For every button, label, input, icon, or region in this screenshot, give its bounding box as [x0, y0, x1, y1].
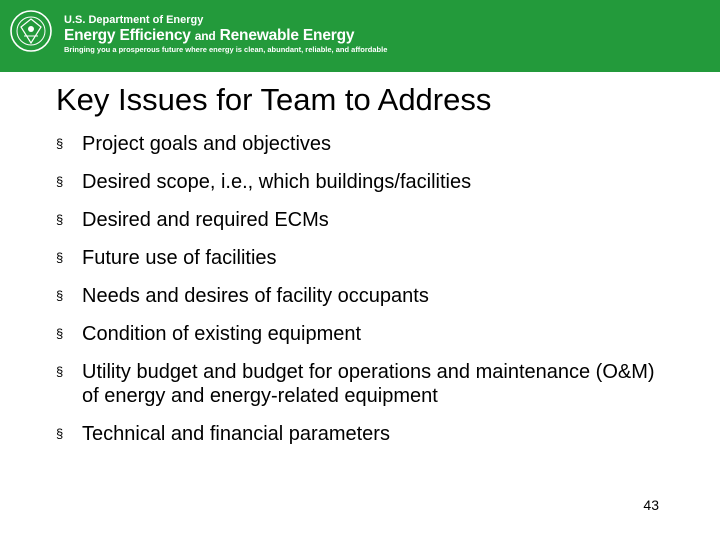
bullet-text: Technical and financial parameters	[82, 423, 390, 445]
bullet-item	[56, 132, 656, 156]
bullet-text: Future use of facilities	[82, 247, 277, 269]
bullet-text: Desired scope, i.e., which buildings/facilities	[82, 171, 472, 193]
tagline: Bringing you a prosperous future where energy is clean, abundant, reliable, and affordable	[64, 45, 388, 54]
bullet-marker: §	[56, 174, 64, 189]
program-name-part2: Renewable Energy	[219, 27, 355, 44]
bullet-item	[56, 208, 656, 232]
bullet-marker: §	[56, 250, 64, 265]
doe-eere-header-banner	[0, 0, 720, 72]
bullet-text: Condition of existing equipment	[82, 323, 362, 345]
bullet-text: Project goals and objectives	[82, 133, 332, 155]
page-number: 43	[643, 497, 659, 513]
bullet-marker: §	[56, 364, 64, 379]
bullet-item	[56, 322, 656, 346]
bullet-list	[56, 132, 656, 460]
bullet-marker: §	[56, 326, 64, 341]
bullet-item	[56, 422, 656, 446]
bullet-item	[56, 170, 656, 194]
org-name: U.S. Department of Energy	[64, 14, 204, 26]
bullet-item	[56, 284, 656, 308]
bullet-marker: §	[56, 212, 64, 227]
bullet-text: Desired and required ECMs	[82, 209, 329, 231]
program-name	[64, 27, 354, 45]
program-name-and: and	[194, 29, 216, 43]
doe-seal-icon	[10, 10, 52, 52]
program-name-part1: Energy Efficiency	[64, 27, 191, 44]
bullet-item	[56, 360, 656, 408]
bullet-marker: §	[56, 426, 64, 441]
bullet-marker: §	[56, 288, 64, 303]
slide-title: Key Issues for Team to Address	[56, 82, 492, 117]
bullet-item	[56, 246, 656, 270]
bullet-marker: §	[56, 136, 64, 151]
bullet-text: Needs and desires of facility occupants	[82, 285, 429, 307]
bullet-text: Utility budget and budget for operations and maintenance (O&M) of energy and energy-related equipment	[82, 361, 655, 407]
